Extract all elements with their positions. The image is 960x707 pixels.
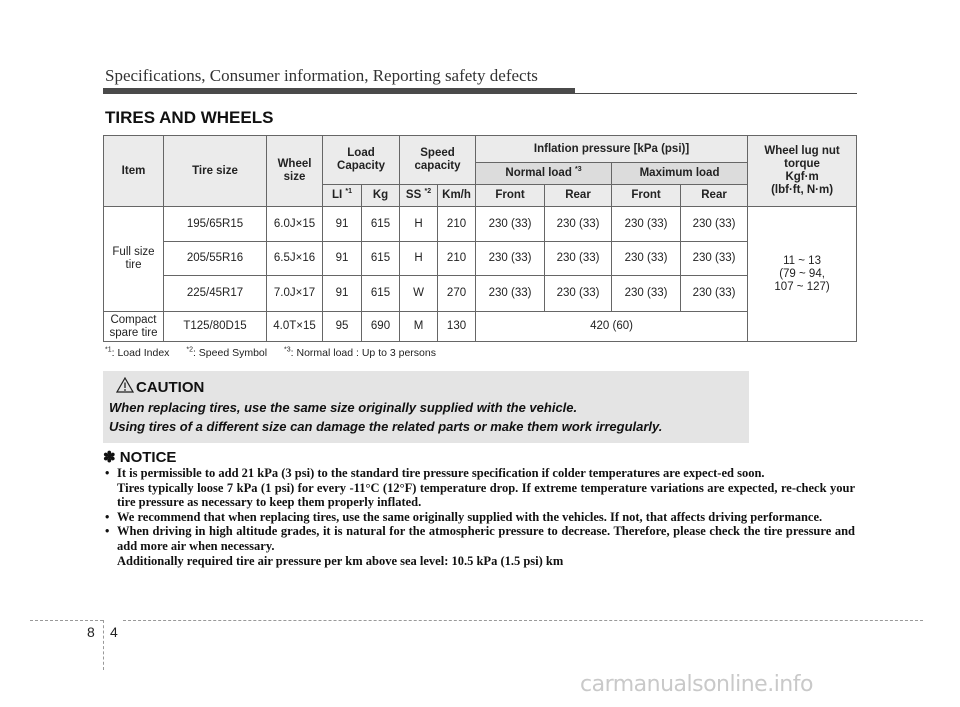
watermark: carmanualsonline.info bbox=[580, 672, 813, 697]
table-row bbox=[104, 312, 857, 342]
header-wheel-lug-nut-line4: (lbf·ft, N·m) bbox=[771, 184, 834, 196]
cell-max-front: 230 (33) bbox=[612, 276, 681, 312]
footer-divider-right bbox=[123, 620, 923, 621]
header-max-front: Front bbox=[612, 185, 681, 207]
cell-li: 95 bbox=[323, 312, 362, 342]
li-footnote-mark: *1 bbox=[345, 188, 353, 196]
header-inflation-pressure: Inflation pressure [kPa (psi)] bbox=[476, 136, 748, 163]
table-row bbox=[104, 276, 857, 312]
header-normal-rear: Rear bbox=[545, 185, 612, 207]
cell-max-rear: 230 (33) bbox=[681, 207, 748, 242]
header-wheel-lug-nut-line3: Kgf·m bbox=[785, 171, 819, 183]
cell-li: 91 bbox=[323, 276, 362, 312]
header-wheel-lug-nut-line1: Wheel lug nut bbox=[764, 145, 840, 157]
cell-wheel-size: 4.0T×15 bbox=[267, 312, 323, 342]
caution-line-1: When replacing tires, use the same size originally supplied with the vehicle. bbox=[109, 400, 578, 415]
page-header-title: Specifications, Consumer information, Reporting safety defects bbox=[105, 66, 538, 85]
cell-normal-front: 230 (33) bbox=[476, 242, 545, 276]
cell-ss: H bbox=[400, 207, 438, 242]
header-item: Item bbox=[104, 136, 164, 207]
notice-bullet: • When driving in high altitude grades, it is natural for the atmospheric pressure to decrease. Therefore, please check the tire pressure and add more air when necessary. bbox=[105, 524, 855, 553]
header-tire-size: Tire size bbox=[164, 136, 267, 207]
cell-kg: 615 bbox=[362, 276, 400, 312]
cell-ss: H bbox=[400, 242, 438, 276]
notice-body bbox=[105, 466, 855, 568]
table-row bbox=[104, 242, 857, 276]
bullet-icon: • bbox=[105, 524, 110, 539]
cell-compact-pressure: 420 (60) bbox=[476, 312, 748, 342]
cell-wheel-size: 6.0J×15 bbox=[267, 207, 323, 242]
notice-bullet-continuation: Additionally required tire air pressure per km above sea level: 10.5 kPa (1.5 psi) km bbox=[117, 553, 564, 568]
header-wheel-size: Wheel size bbox=[267, 136, 323, 207]
header-normal-front: Front bbox=[476, 185, 545, 207]
cell-tire-size: T125/80D15 bbox=[164, 312, 267, 342]
bullet-icon: • bbox=[105, 509, 110, 524]
footnote: $^{*3}$: Normal load : Up to 3 persons bbox=[284, 346, 436, 359]
full-size-tire-label: Full size tire bbox=[104, 207, 164, 312]
cell-kmh: 270 bbox=[438, 276, 476, 312]
cell-wheel-size: 6.5J×16 bbox=[267, 242, 323, 276]
cell-max-rear: 230 (33) bbox=[681, 276, 748, 312]
cell-kg: 690 bbox=[362, 312, 400, 342]
lug-nut-torque-value: 11 ~ 13 (79 ~ 94, 107 ~ 127) bbox=[748, 207, 857, 342]
cell-max-front: 230 (33) bbox=[612, 207, 681, 242]
cell-kmh: 210 bbox=[438, 242, 476, 276]
cell-kmh: 130 bbox=[438, 312, 476, 342]
caution-box bbox=[103, 371, 749, 443]
section-title: TIRES AND WHEELS bbox=[105, 108, 274, 127]
cell-tire-size: 225/45R17 bbox=[164, 276, 267, 312]
warning-triangle-icon bbox=[116, 377, 134, 393]
header-max-rear: Rear bbox=[681, 185, 748, 207]
cell-kmh: 210 bbox=[438, 207, 476, 242]
header-kmh: Km/h bbox=[438, 185, 476, 207]
compact-spare-tire-label: Compact spare tire bbox=[104, 312, 164, 342]
cell-normal-front: 230 (33) bbox=[476, 207, 545, 242]
cell-normal-rear: 230 (33) bbox=[545, 276, 612, 312]
bullet-icon: • bbox=[105, 466, 110, 480]
cell-normal-rear: 230 (33) bbox=[545, 207, 612, 242]
header-wheel-lug-nut bbox=[748, 136, 857, 207]
notice-title: ✽ NOTICE bbox=[103, 449, 177, 466]
notice-bullet-continuation: Tires typically loose 7 kPa (1 psi) for every -11°C (12°F) temperature drop. If extreme temperature variations are expected, re-check your tire pressure as necessary to keep them properly inflated. bbox=[117, 480, 855, 510]
header-rule-thin bbox=[575, 93, 857, 94]
header-maximum-load: Maximum load bbox=[612, 163, 748, 185]
ss-footnote-mark: *2 bbox=[424, 188, 432, 196]
caution-line-2: Using tires of a different size can damage the related parts or make them work irregularly. bbox=[109, 419, 663, 434]
cell-normal-front: 230 (33) bbox=[476, 276, 545, 312]
cell-li: 91 bbox=[323, 242, 362, 276]
header-rule-thick bbox=[103, 88, 575, 94]
footnote: $^{*1}$: Load Index bbox=[105, 346, 170, 359]
caution-title: CAUTION bbox=[136, 379, 205, 396]
footnote: $^{*2}$: Speed Symbol bbox=[186, 346, 268, 359]
header-load-capacity: Load Capacity bbox=[323, 136, 400, 185]
header-ss: SS $^{*2}$ bbox=[400, 185, 438, 207]
cell-ss: M bbox=[400, 312, 438, 342]
page-number: 4 bbox=[110, 624, 118, 640]
notice-bullet: • We recommend that when replacing tires, use the same originally supplied with the vehicles. If not, that affects driving performance. bbox=[105, 509, 823, 524]
cell-max-front: 230 (33) bbox=[612, 242, 681, 276]
footer-vertical-divider bbox=[103, 620, 104, 670]
header-normal-load: Normal load $^{*3}$ bbox=[476, 163, 612, 185]
header-li: LI $^{*1}$ bbox=[323, 185, 362, 207]
cell-max-rear: 230 (33) bbox=[681, 242, 748, 276]
footer-divider-left bbox=[30, 620, 103, 621]
table-row bbox=[104, 207, 857, 242]
cell-wheel-size: 7.0J×17 bbox=[267, 276, 323, 312]
cell-kg: 615 bbox=[362, 207, 400, 242]
chapter-number: 8 bbox=[87, 624, 95, 640]
tire-spec-table bbox=[103, 135, 857, 342]
normal-load-footnote-mark: *3 bbox=[575, 166, 582, 174]
header-kg: Kg bbox=[362, 185, 400, 207]
cell-normal-rear: 230 (33) bbox=[545, 242, 612, 276]
cell-ss: W bbox=[400, 276, 438, 312]
header-speed-capacity: Speed capacity bbox=[400, 136, 476, 185]
header-wheel-lug-nut-line2: torque bbox=[784, 158, 820, 170]
cell-kg: 615 bbox=[362, 242, 400, 276]
table-footnotes bbox=[105, 347, 450, 359]
notice-bullet: • It is permissible to add 21 kPa (3 psi) to the standard tire pressure specification if colder temperatures are expect-ed soon. bbox=[105, 466, 765, 480]
cell-tire-size: 195/65R15 bbox=[164, 207, 267, 242]
cell-li: 91 bbox=[323, 207, 362, 242]
cell-tire-size: 205/55R16 bbox=[164, 242, 267, 276]
